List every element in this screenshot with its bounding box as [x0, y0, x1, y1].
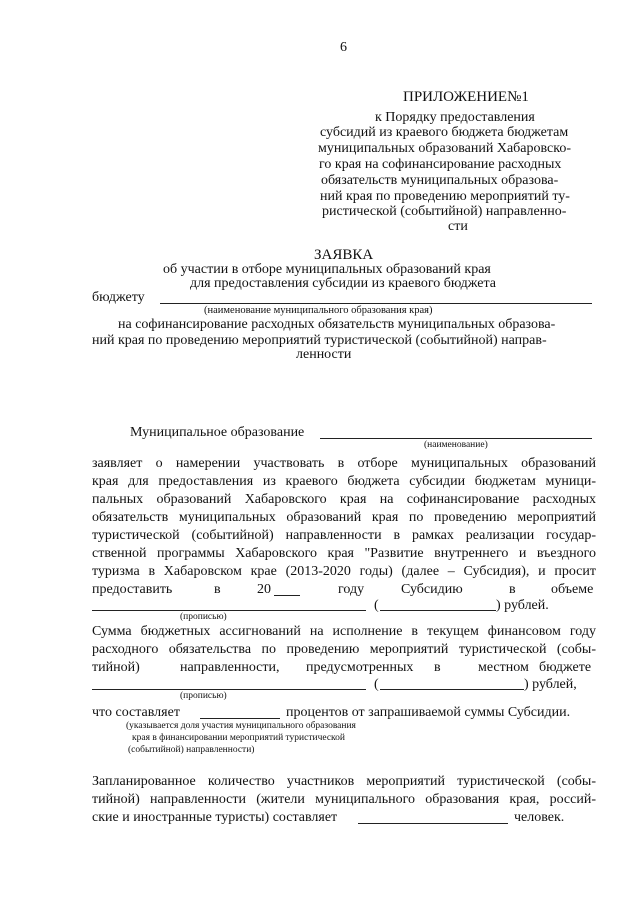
- para1-line-2: пальных образований Хабаровского края на софинансирование расходных: [92, 492, 596, 507]
- para1-line-3: обязательств муниципальных образований края по проведению мероприятий: [92, 510, 596, 525]
- request-word-2: 20: [257, 582, 271, 597]
- page-number: 6: [340, 40, 347, 55]
- amount-suffix: ) рублей.: [496, 598, 549, 613]
- request-word-5: в: [509, 582, 516, 597]
- participants-count-field[interactable]: [358, 823, 508, 824]
- share-hint-0: (указывается доля участия муниципального образования: [126, 721, 356, 731]
- appendix-line-5: ний края по проведению мероприятий ту-: [320, 189, 570, 204]
- amount-digits-field[interactable]: [380, 610, 496, 611]
- application-subtitle-0: об участии в отборе муниципальных образований края: [163, 262, 491, 277]
- municipality-field[interactable]: [320, 438, 592, 439]
- budget-hint: (наименование муниципального образования края): [204, 305, 433, 316]
- amount2-digits-field[interactable]: [380, 689, 524, 690]
- municipality-hint: (наименование): [424, 440, 488, 450]
- purpose-line-1: ний края по проведению мероприятий туристической (событийной) направ-: [92, 333, 547, 348]
- appendix-line-7: сти: [448, 219, 468, 234]
- para1-line-4: туристической (событийной) направленности в рамках реализации государ-: [92, 528, 596, 543]
- amount-words-field[interactable]: [92, 610, 366, 611]
- para2-word-2: предусмотренных: [306, 660, 414, 675]
- para3-line-1: тийной) направленности (жители муниципального образования края, россий-: [92, 792, 596, 807]
- share-hint-1: края в финансировании мероприятий туристической: [132, 733, 346, 743]
- appendix-line-6: ристической (событийной) направленно-: [322, 204, 567, 219]
- request-word-0: предоставить: [92, 582, 173, 597]
- appendix-line-3: го края на софинансирование расходных: [319, 157, 562, 172]
- appendix-title: ПРИЛОЖЕНИЕ№1: [403, 89, 529, 105]
- year-field[interactable]: [274, 595, 300, 596]
- budget-prefix: бюджету: [92, 290, 145, 305]
- para1-line-0: заявляет о намерении участвовать в отборе муниципальных образований: [92, 456, 596, 471]
- para2-word-0: тийной): [92, 660, 140, 675]
- budget-name-field[interactable]: [160, 303, 592, 304]
- participants-prefix: ские и иностранные туристы) составляет: [92, 810, 338, 825]
- appendix-line-0: к Порядку предоставления: [375, 110, 535, 125]
- share-percent-field[interactable]: [200, 718, 280, 719]
- amount2-words-field[interactable]: [92, 689, 366, 690]
- para2-word-1: направленности,: [180, 660, 280, 675]
- application-title: ЗАЯВКА: [314, 247, 374, 263]
- in-words-hint: (прописью): [180, 612, 227, 622]
- request-word-6: объеме: [551, 582, 594, 597]
- amount2-suffix: ) рублей,: [524, 677, 577, 692]
- para1-line-5: ственной программы Хабаровского края "Развитие внутреннего и въездного: [92, 546, 596, 561]
- para2-word-3: в: [434, 660, 441, 675]
- para1-line-1: края для предоставления из краевого бюджета субсидии бюджетам муници-: [92, 474, 596, 489]
- para2-line-0: Сумма бюджетных ассигнований на исполнение в текущем финансовом году: [92, 624, 596, 639]
- appendix-line-4: обязательств муниципальных образова-: [321, 173, 559, 188]
- participants-suffix: человек.: [514, 810, 565, 825]
- in-words-hint-2: (прописью): [180, 691, 227, 701]
- para1-line-6: туризма в Хабаровском крае (2013-2020 годы) (далее – Субсидия), и просит: [92, 564, 596, 579]
- share-suffix: процентов от запрашиваемой суммы Субсидии.: [286, 705, 571, 720]
- request-word-1: в: [214, 582, 221, 597]
- purpose-line-0: на софинансирование расходных обязательств муниципальных образова-: [118, 317, 556, 332]
- application-subtitle-1: для предоставления субсидии из краевого бюджета: [190, 276, 496, 291]
- appendix-line-1: субсидий из краевого бюджета бюджетам: [320, 125, 569, 140]
- amount-paren-open: (: [374, 598, 379, 613]
- para2-line-1: расходного обязательства по проведению мероприятий туристической (собы-: [92, 642, 596, 657]
- appendix-line-2: муниципальных образований Хабаровско-: [318, 141, 571, 156]
- para3-line-0: Запланированное количество участников мероприятий туристической (собы-: [92, 774, 596, 789]
- share-hint-2: (событийной) направленности): [128, 745, 255, 755]
- purpose-line-2: ленности: [296, 347, 352, 362]
- para2-word-5: бюджете: [539, 660, 592, 675]
- request-word-4: Субсидию: [401, 582, 463, 597]
- request-word-3: году: [338, 582, 365, 597]
- amount2-paren-open: (: [374, 677, 379, 692]
- share-prefix: что составляет: [92, 705, 180, 720]
- municipality-label: Муниципальное образование: [130, 425, 305, 440]
- para2-word-4: местном: [478, 660, 529, 675]
